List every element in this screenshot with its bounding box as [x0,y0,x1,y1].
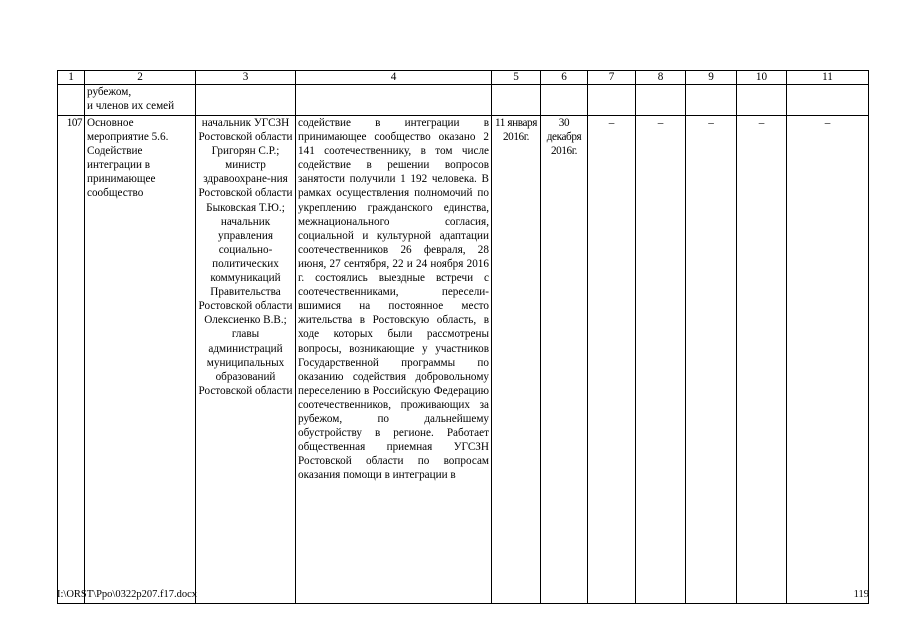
report-table [57,70,869,604]
cell-empty [737,85,787,116]
col11-value: – [787,116,869,604]
continued-measure-text [85,85,196,116]
header-cell: 5 [492,71,541,85]
col10-value: – [737,116,787,604]
header-cell: 1 [58,71,85,85]
responsible-executor: начальник УГСЗН Ростовской области Григорян С.Р.; министр здравоохране-ния Ростовской области Быковская Т.Ю.; начальник управления социально-политических коммуникаций Правительства Ростовской области Олексиенко В.В.; главы администраций муниципальных образований Ростовской области [196,116,296,604]
cell-empty [541,85,588,116]
start-date: 11 января 2016г. [492,116,541,604]
header-cell: 2 [85,71,196,85]
cell-empty [58,85,85,116]
header-cell: 6 [541,71,588,85]
cell-empty [787,85,869,116]
cell-empty [296,85,492,116]
continued-measure-label: рубежом, и членов их семей [87,86,175,113]
col8-value: – [636,116,686,604]
cell-empty [196,85,296,116]
header-cell: 4 [296,71,492,85]
header-row [58,71,869,85]
footer-file-path: I:\ORST\Ppo\0322p207.f17.docx [57,589,198,600]
row-number: 107 [58,116,85,604]
cell-empty [588,85,636,116]
implementation-result: содействие в интеграции в принимающее сообщество оказано 2 141 соотечественнику, в том числе содействие в решении вопросов занятости получили 1 192 человека. В рамках осуществления полномочий по укреплению гражданского единства, межнационального согласия, социальной и культурной адаптации соотечественников 26 февраля, 28 июня, 27 сентября, 22 и 24 ноября 2016 г. состоялись выездные встречи с соотечественниками, пересели-вшимися на постоянное место жительства в Ростовскую область, в ходе которых были рассмотрены вопросы, возникающие у участников Государственной программы по оказанию содействия добровольному переселению в Российскую Федерацию соотечественников, проживающих за рубежом, по дальнейшему обустройству в регионе. Работает общественная приемная УГСЗН Ростовской области по вопросам оказания помощи в интеграции в [296,116,492,604]
header-cell: 3 [196,71,296,85]
end-date: 30 декабря 2016г. [541,116,588,604]
continuation-row [58,85,869,116]
col7-value: – [588,116,636,604]
col9-value: – [686,116,737,604]
measure-title: Основное мероприятие 5.6. Содействие интеграции в принимающее сообщество [85,116,196,604]
cell-empty [686,85,737,116]
header-cell: 10 [737,71,787,85]
cell-empty [492,85,541,116]
table-row [58,116,869,604]
header-cell: 9 [686,71,737,85]
header-cell: 7 [588,71,636,85]
header-cell: 8 [636,71,686,85]
header-cell: 11 [787,71,869,85]
cell-empty [636,85,686,116]
page-number: 119 [853,589,869,600]
